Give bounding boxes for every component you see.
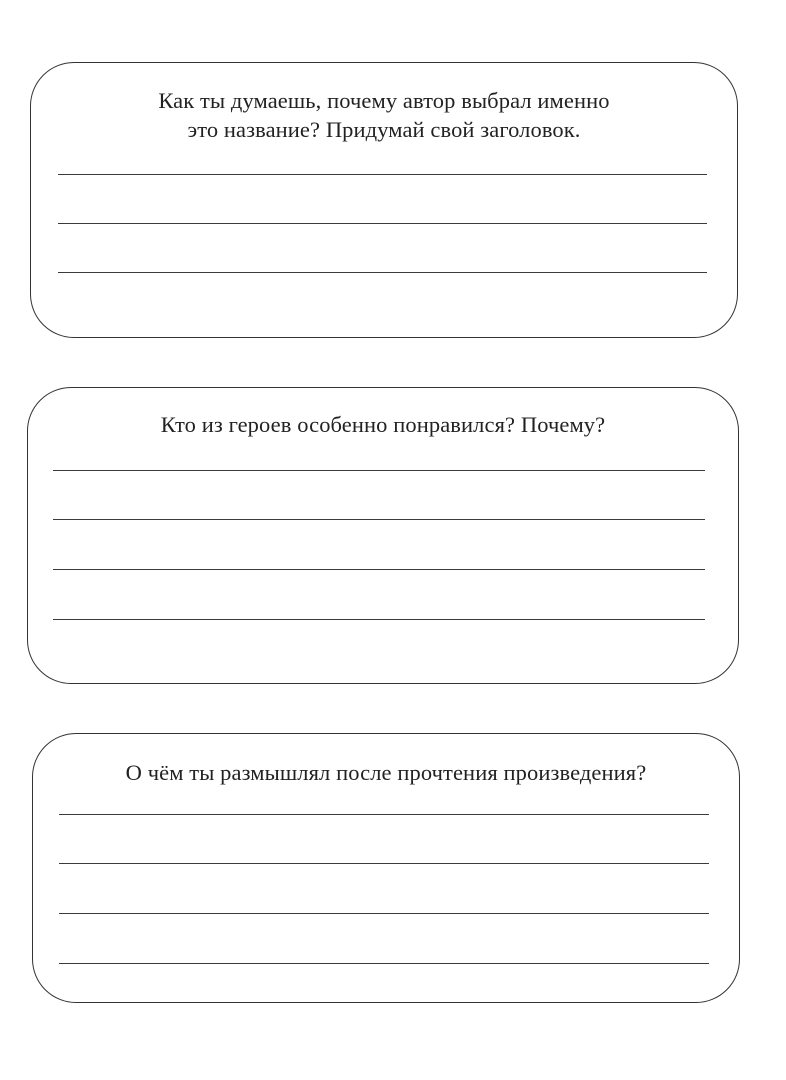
answer-line[interactable] [58,174,707,175]
question-text-title [31,86,737,144]
answer-line[interactable] [58,223,707,224]
question-card-reflection [32,733,740,1003]
answer-line[interactable] [58,272,707,273]
question-line-1: Как ты думаешь, почему автор выбрал именно [158,88,610,113]
answer-line[interactable] [59,913,709,914]
question-text-heroes: Кто из героев особенно понравился? Почему? [160,412,606,437]
question-card-heroes [27,387,739,684]
question-text-reflection: О чём ты размышлял после прочтения произведения? [125,760,647,785]
answer-line[interactable] [53,519,705,520]
answer-line[interactable] [59,814,709,815]
answer-line[interactable] [53,569,705,570]
answer-line[interactable] [59,963,709,964]
answer-line[interactable] [53,619,705,620]
question-line-2: это название? Придумай свой заголовок. [187,117,581,142]
answer-line[interactable] [53,470,705,471]
answer-line[interactable] [59,863,709,864]
question-card-title [30,62,738,338]
